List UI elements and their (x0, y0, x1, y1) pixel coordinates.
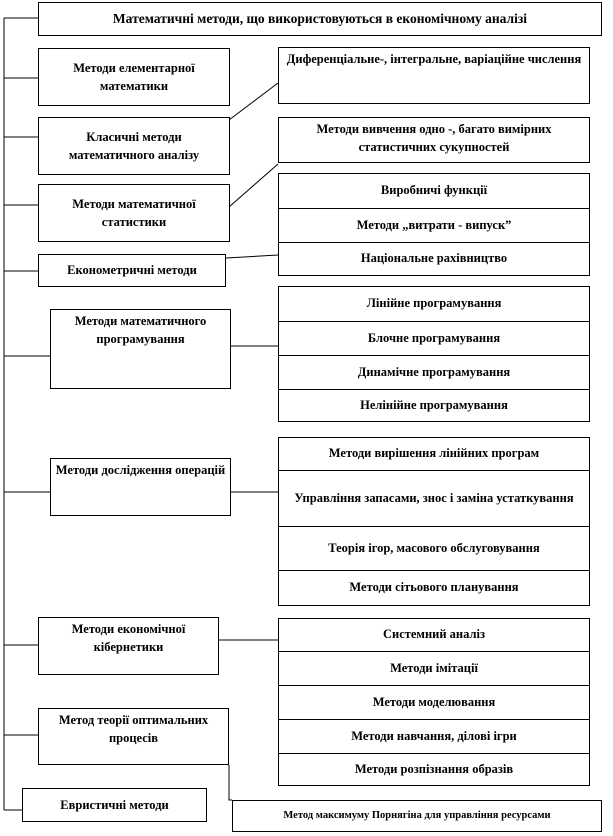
detail-programming-list (278, 286, 590, 422)
category-classic-analysis (38, 117, 230, 175)
detail-optimal (232, 800, 602, 832)
title-box (38, 2, 602, 36)
title-text: Математичні методи, що використовуються в економічному аналізі (112, 11, 528, 27)
category-label: Метод теорії оптимальних процесів (58, 713, 209, 746)
detail-label: Методи вивчення одно -, багато вимірних статистичних сукупностей (316, 122, 552, 155)
link-optimal-detail (229, 765, 232, 800)
link-econometric-detail (226, 255, 278, 258)
detail-classic (278, 47, 590, 104)
detail-item: Методи розпізнання образів (279, 753, 589, 785)
link-classic-detail (229, 83, 278, 120)
category-label: Методи економічної кібернетики (71, 622, 186, 655)
detail-item: Методи „витрати - випуск” (279, 208, 589, 242)
detail-item: Методи вирішення лінійних програм (328, 446, 540, 461)
detail-item: Блочне програмування (279, 321, 589, 355)
detail-label: Диференціальне-, інтегральне, варіаційне числення (286, 52, 582, 66)
category-label: Методи математичного програмування (74, 314, 207, 347)
category-label: Методи дослідження операцій (55, 463, 226, 477)
detail-item: Методи моделювання (279, 685, 589, 719)
detail-label: Метод максимуму Порнягіна для управління ресурсами (283, 810, 551, 822)
detail-item: Лінійне програмування (366, 296, 502, 311)
category-label: Евристичні методи (60, 797, 169, 812)
category-label: Класичні методи математичного аналізу (68, 129, 200, 162)
category-economic-cybernetics (38, 617, 219, 675)
detail-item: Методи навчання, ділові ігри (279, 719, 589, 753)
detail-item: Системний аналіз (382, 627, 486, 642)
category-elementary-math (38, 48, 230, 106)
detail-econometric-list (278, 173, 590, 276)
detail-item: Методи імітації (279, 651, 589, 685)
detail-cybernetics-list (278, 618, 590, 786)
detail-item: Теорія ігор, масового обслуговування (279, 526, 589, 570)
detail-operations-list (278, 437, 590, 606)
detail-item: Виробничі функції (380, 183, 488, 198)
detail-item: Національне рахівництво (279, 242, 589, 275)
category-heuristic (22, 788, 207, 822)
category-econometric (38, 254, 226, 287)
detail-item: Динамічне програмування (279, 355, 589, 389)
category-math-statistics (38, 184, 230, 242)
category-label: Методи математичної статистики (72, 196, 196, 229)
category-label: Методи елементарної математики (73, 60, 195, 93)
category-label: Економетричні методи (67, 263, 197, 278)
category-optimal-processes (38, 708, 229, 765)
detail-item: Нелінійне програмування (279, 389, 589, 421)
detail-statistics (278, 117, 590, 163)
link-stat-detail (229, 164, 278, 207)
category-math-programming (50, 309, 231, 389)
category-operations-research (50, 458, 231, 516)
detail-item: Управління запасами, знос і заміна устаткування (279, 470, 589, 526)
detail-item: Методи сітьового планування (279, 570, 589, 605)
